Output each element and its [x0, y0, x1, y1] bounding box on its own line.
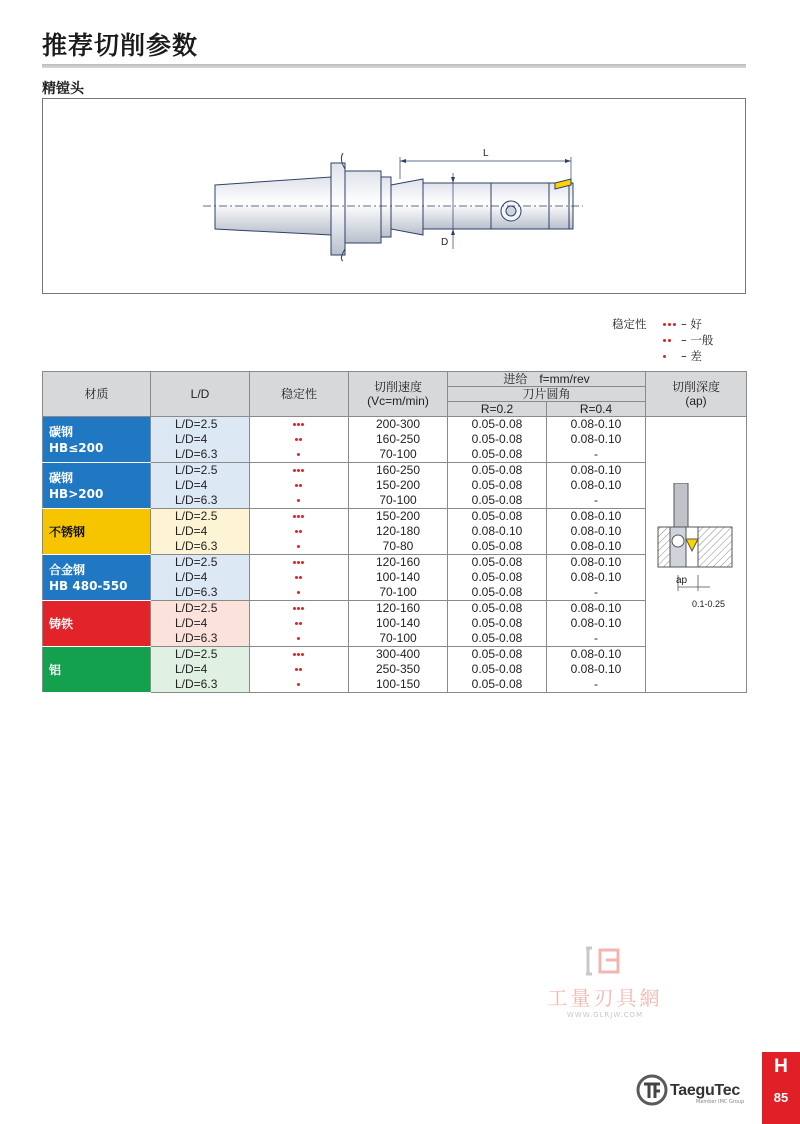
stability-dot — [297, 653, 300, 656]
ld-cell: L/D=4 — [151, 432, 250, 447]
dimension-label-d: D — [441, 237, 449, 248]
stability-dot — [663, 355, 666, 358]
header-speed — [349, 372, 448, 417]
stability-dot — [663, 323, 666, 326]
stability-dot — [299, 438, 302, 441]
material-name: 合金钢 — [49, 562, 86, 577]
ld-cell: L/D=4 — [151, 478, 250, 493]
stability-dot — [295, 576, 298, 579]
material-cell — [43, 647, 151, 693]
r02-cell: 0.05-0.08 — [448, 539, 547, 555]
stability-cell — [250, 417, 349, 433]
speed-cell: 150-200 — [349, 509, 448, 525]
stability-dot — [297, 607, 300, 610]
speed-cell: 150-200 — [349, 478, 448, 493]
stability-dot — [295, 622, 298, 625]
material-name: 铸铁 — [49, 616, 74, 631]
header-feed: 进给 f=mm/rev — [448, 372, 646, 387]
stability-dot — [293, 607, 296, 610]
r04-cell: 0.08-0.10 — [547, 432, 646, 447]
material-name: 铝 — [49, 662, 62, 677]
brand-sub: Member IMC Group — [696, 1099, 745, 1105]
stability-dot — [297, 499, 300, 502]
stability-dot — [299, 668, 302, 671]
depth-figure-cell — [646, 417, 747, 693]
stability-dots — [663, 349, 681, 363]
speed-cell: 70-100 — [349, 493, 448, 509]
boring-head-diagram — [43, 99, 747, 295]
ld-cell: L/D=4 — [151, 662, 250, 677]
stability-dots — [290, 585, 308, 600]
stability-dots — [663, 333, 681, 347]
table-row — [43, 601, 747, 617]
legend-item — [663, 348, 702, 364]
ld-cell: L/D=6.3 — [151, 677, 250, 693]
speed-cell: 70-100 — [349, 585, 448, 601]
stability-dot — [293, 561, 296, 564]
ld-cell: L/D=2.5 — [151, 417, 250, 433]
r04-cell: 0.08-0.10 — [547, 616, 646, 631]
legend-item-label: – 差 — [681, 349, 702, 363]
header-r04: R=0.4 — [547, 402, 646, 417]
table-row — [43, 417, 747, 433]
dimension-label-l: L — [483, 148, 489, 159]
r02-cell: 0.05-0.08 — [448, 585, 547, 601]
material-name: 碳钢 — [49, 424, 74, 439]
header-speed-label: 切削速度 — [373, 380, 422, 394]
stability-dot — [301, 561, 304, 564]
r04-cell: 0.08-0.10 — [547, 417, 646, 433]
brand-name: TaeguTec — [670, 1082, 740, 1099]
stability-dots — [290, 539, 308, 554]
stability-dots — [663, 317, 681, 331]
stability-dots — [290, 601, 308, 616]
speed-cell: 160-250 — [349, 463, 448, 479]
stability-dot — [297, 545, 300, 548]
material-cell — [43, 509, 151, 555]
r02-cell: 0.05-0.08 — [448, 509, 547, 525]
header-stability: 稳定性 — [250, 372, 349, 417]
ld-cell: L/D=6.3 — [151, 493, 250, 509]
speed-cell: 70-100 — [349, 631, 448, 647]
r02-cell: 0.05-0.08 — [448, 662, 547, 677]
speed-cell: 100-140 — [349, 616, 448, 631]
title-divider — [42, 64, 746, 68]
material-cell — [43, 417, 151, 463]
stability-dot — [299, 484, 302, 487]
r04-cell: 0.08-0.10 — [547, 463, 646, 479]
ld-cell: L/D=4 — [151, 524, 250, 539]
r04-cell: 0.08-0.10 — [547, 662, 646, 677]
speed-cell: 250-350 — [349, 662, 448, 677]
page-title: 推荐切削参数 — [42, 31, 199, 60]
page-number: 85 — [773, 1090, 789, 1105]
brand-logo — [636, 1074, 745, 1108]
r02-cell: 0.05-0.08 — [448, 616, 547, 631]
r04-cell: 0.08-0.10 — [547, 524, 646, 539]
taegutec-logo-icon — [636, 1074, 668, 1106]
legend-item — [663, 332, 713, 348]
r02-cell: 0.05-0.08 — [448, 463, 547, 479]
ld-cell: L/D=6.3 — [151, 539, 250, 555]
ld-cell: L/D=2.5 — [151, 509, 250, 525]
stability-dot — [293, 515, 296, 518]
stability-cell — [250, 493, 349, 509]
stability-dots — [290, 570, 308, 585]
stability-dot — [668, 339, 671, 342]
stability-dots — [290, 509, 308, 524]
r04-cell: 0.08-0.10 — [547, 555, 646, 571]
stability-cell — [250, 539, 349, 555]
stability-dot — [297, 515, 300, 518]
legend-item-label: – 好 — [681, 317, 702, 331]
stability-cell — [250, 432, 349, 447]
ld-cell: L/D=6.3 — [151, 585, 250, 601]
r02-cell: 0.08-0.10 — [448, 524, 547, 539]
material-name: 不锈钢 — [49, 524, 86, 539]
r02-cell: 0.05-0.08 — [448, 417, 547, 433]
stability-cell — [250, 585, 349, 601]
page-tab — [762, 1052, 800, 1124]
ld-cell: L/D=6.3 — [151, 631, 250, 647]
header-depth-label: 切削深度 — [671, 380, 720, 394]
header-depth-unit: (ap) — [685, 394, 707, 408]
table-row — [43, 555, 747, 571]
stability-dot — [297, 637, 300, 640]
r02-cell: 0.05-0.08 — [448, 493, 547, 509]
legend-item-label: – 一般 — [681, 333, 714, 347]
stability-dots — [290, 493, 308, 508]
ld-cell: L/D=4 — [151, 570, 250, 585]
stability-dot — [295, 438, 298, 441]
flange-body — [345, 171, 381, 243]
stability-dots — [290, 677, 308, 692]
ld-cell: L/D=2.5 — [151, 463, 250, 479]
watermark — [530, 946, 680, 1019]
stability-dots — [290, 662, 308, 677]
legend-item — [663, 316, 702, 332]
stability-cell — [250, 570, 349, 585]
legend-title: 稳定性 — [612, 317, 647, 331]
ap-label: ap — [676, 574, 688, 586]
stability-dot — [301, 607, 304, 610]
watermark-url: WWW.GLRJW.COM — [566, 1011, 644, 1019]
r02-cell: 0.05-0.08 — [448, 570, 547, 585]
stability-cell — [250, 463, 349, 479]
stability-dot — [297, 683, 300, 686]
stability-dots — [290, 524, 308, 539]
r02-cell: 0.05-0.08 — [448, 631, 547, 647]
ld-cell: L/D=2.5 — [151, 601, 250, 617]
stability-dot — [293, 653, 296, 656]
speed-cell: 160-250 — [349, 432, 448, 447]
header-speed-unit: (Vc=m/min) — [367, 394, 429, 408]
r04-cell: - — [547, 493, 646, 509]
stability-dots — [290, 447, 308, 462]
stability-dot — [299, 622, 302, 625]
r02-cell: 0.05-0.08 — [448, 432, 547, 447]
table-row — [43, 509, 747, 525]
ld-cell: L/D=2.5 — [151, 555, 250, 571]
r02-cell: 0.05-0.08 — [448, 677, 547, 693]
stability-cell — [250, 478, 349, 493]
material-cell — [43, 601, 151, 647]
stability-dot — [297, 453, 300, 456]
stability-dot — [295, 668, 298, 671]
r04-cell: - — [547, 585, 646, 601]
material-cell — [43, 555, 151, 601]
r02-cell: 0.05-0.08 — [448, 647, 547, 663]
stability-cell — [250, 524, 349, 539]
stability-dots — [290, 478, 308, 493]
speed-cell: 100-140 — [349, 570, 448, 585]
r04-cell: 0.08-0.10 — [547, 601, 646, 617]
stability-dot — [293, 423, 296, 426]
material-hardness: HB 480-550 — [49, 578, 128, 593]
stability-dots — [290, 616, 308, 631]
r04-cell: - — [547, 447, 646, 463]
stability-cell — [250, 509, 349, 525]
stability-dot — [299, 530, 302, 533]
stability-cell — [250, 647, 349, 663]
r04-cell: 0.08-0.10 — [547, 539, 646, 555]
r02-cell: 0.05-0.08 — [448, 555, 547, 571]
speed-cell: 70-80 — [349, 539, 448, 555]
header-r02: R=0.2 — [448, 402, 547, 417]
stability-dots — [290, 432, 308, 447]
r02-cell: 0.05-0.08 — [448, 478, 547, 493]
stability-dot — [299, 576, 302, 579]
table-row — [43, 463, 747, 479]
stability-dots — [290, 463, 308, 478]
r02-cell: 0.05-0.08 — [448, 447, 547, 463]
stability-dot — [293, 469, 296, 472]
stability-dot — [297, 423, 300, 426]
stability-dot — [301, 469, 304, 472]
speed-cell: 120-160 — [349, 601, 448, 617]
stability-dot — [668, 323, 671, 326]
stability-dot — [301, 423, 304, 426]
stability-dot — [301, 653, 304, 656]
stability-dots — [290, 417, 308, 432]
stability-cell — [250, 662, 349, 677]
cutting-parameters-table — [42, 371, 747, 693]
stability-dot — [295, 484, 298, 487]
stability-cell — [250, 616, 349, 631]
speed-cell: 300-400 — [349, 647, 448, 663]
stability-dot — [301, 515, 304, 518]
speed-cell: 70-100 — [349, 447, 448, 463]
header-depth — [646, 372, 747, 417]
watermark-text: 工量刃具網 — [547, 986, 663, 1010]
header-ld: L/D — [151, 372, 250, 417]
ld-cell: L/D=6.3 — [151, 447, 250, 463]
r04-cell: 0.08-0.10 — [547, 570, 646, 585]
stability-dots — [290, 647, 308, 662]
material-hardness: HB≤200 — [49, 440, 104, 455]
material-name: 碳钢 — [49, 470, 74, 485]
stability-dot — [297, 591, 300, 594]
ld-cell: L/D=2.5 — [151, 647, 250, 663]
flange-left — [331, 163, 345, 255]
stability-cell — [250, 601, 349, 617]
stability-dot — [297, 561, 300, 564]
speed-cell: 200-300 — [349, 417, 448, 433]
depth-of-cut-diagram — [648, 483, 744, 623]
material-cell — [43, 463, 151, 509]
stability-cell — [250, 631, 349, 647]
stability-dot — [297, 469, 300, 472]
speed-cell: 120-180 — [349, 524, 448, 539]
r04-cell: - — [547, 631, 646, 647]
stability-dots — [290, 555, 308, 570]
boring-head-drawing — [42, 98, 746, 294]
section-letter: H — [774, 1056, 788, 1077]
stability-cell — [250, 555, 349, 571]
header-material: 材质 — [43, 372, 151, 417]
ap-range: 0.1-0.25 — [692, 598, 726, 609]
stability-cell — [250, 447, 349, 463]
speed-cell: 120-160 — [349, 555, 448, 571]
section-subtitle: 精镗头 — [42, 81, 84, 97]
r04-cell: 0.08-0.10 — [547, 647, 646, 663]
watermark-logo-icon — [582, 946, 628, 976]
r04-cell: 0.08-0.10 — [547, 509, 646, 525]
stability-dots — [290, 631, 308, 646]
stability-dot — [663, 339, 666, 342]
r04-cell: - — [547, 677, 646, 693]
ld-cell: L/D=4 — [151, 616, 250, 631]
table-row — [43, 647, 747, 663]
r04-cell: 0.08-0.10 — [547, 478, 646, 493]
speed-cell: 100-150 — [349, 677, 448, 693]
header-nose-radius: 刀片圆角 — [448, 387, 646, 402]
r02-cell: 0.05-0.08 — [448, 601, 547, 617]
stability-cell — [250, 677, 349, 693]
stability-dot — [295, 530, 298, 533]
material-hardness: HB>200 — [49, 486, 104, 501]
stability-dot — [673, 323, 676, 326]
